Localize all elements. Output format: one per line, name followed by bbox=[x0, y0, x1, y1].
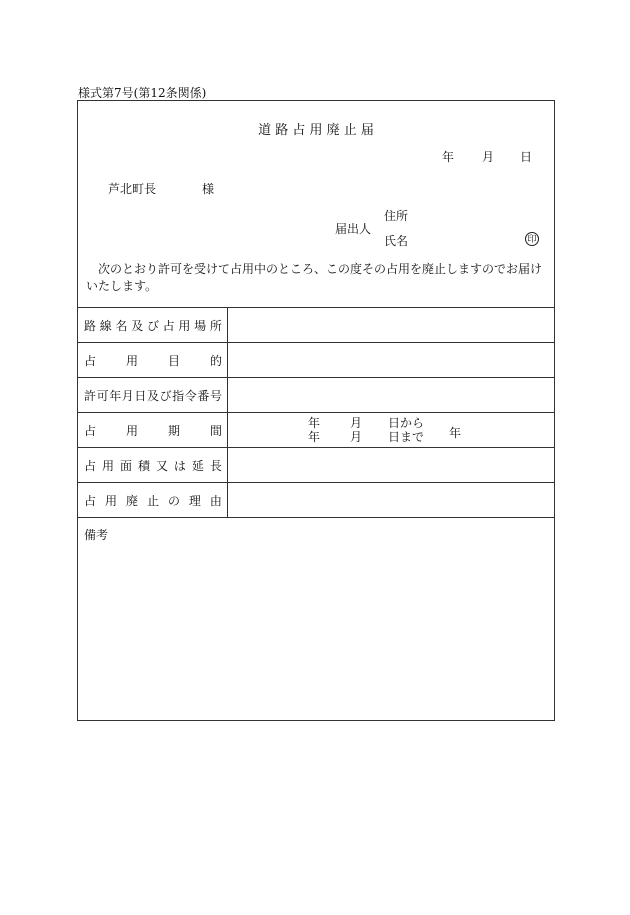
row-label-text: 占 用 期 間 bbox=[84, 423, 222, 438]
row-label-text: 許 可 年 月 日 及 び 指 令 番 号 bbox=[84, 388, 222, 403]
addressee-honorific: 様 bbox=[202, 182, 215, 196]
filer-label: 届出人 bbox=[335, 222, 372, 236]
reason-field[interactable] bbox=[228, 483, 554, 517]
submission-date bbox=[442, 148, 532, 165]
route-location-field[interactable] bbox=[228, 308, 554, 342]
period-from bbox=[308, 416, 424, 430]
row-label bbox=[78, 343, 228, 377]
form-identifier: 様式第7号(第12条関係) bbox=[78, 86, 207, 100]
date-year: 年 bbox=[441, 150, 454, 164]
form-row-route-location bbox=[78, 308, 554, 343]
date-day: 日 bbox=[519, 150, 532, 164]
addressee bbox=[108, 180, 214, 197]
row-label-text: 占 用 目 的 bbox=[84, 353, 222, 368]
row-label bbox=[78, 378, 228, 412]
form-row-purpose bbox=[78, 343, 554, 378]
period-to-year: 年 bbox=[308, 430, 321, 444]
filer-name-label: 氏名 bbox=[384, 234, 409, 248]
form-row-permit bbox=[78, 378, 554, 413]
period-field[interactable] bbox=[228, 413, 554, 447]
row-label bbox=[78, 483, 228, 517]
period-duration-unit: 年 bbox=[449, 426, 462, 440]
filer-address-label: 住所 bbox=[384, 209, 409, 223]
remarks-label: 備考 bbox=[84, 528, 109, 542]
seal-mark-icon: 印 bbox=[525, 232, 539, 246]
form-header bbox=[78, 101, 554, 308]
period-from-year: 年 bbox=[308, 416, 321, 430]
row-label bbox=[78, 308, 228, 342]
form-title: 道 路 占 用 廃 止 届 bbox=[258, 123, 374, 138]
remarks-section[interactable] bbox=[78, 518, 554, 551]
permit-field[interactable] bbox=[228, 378, 554, 412]
purpose-field[interactable] bbox=[228, 343, 554, 377]
period-from-month: 月 bbox=[350, 416, 363, 430]
row-label bbox=[78, 413, 228, 447]
period-range bbox=[308, 416, 424, 444]
form-row-area bbox=[78, 448, 554, 483]
row-label bbox=[78, 448, 228, 482]
period-to-day: 日まで bbox=[388, 430, 425, 444]
notification-statement: 次のとおり許可を受けて占用中のところ、この度その占用を廃止しますのでお届けいたします。 bbox=[86, 262, 543, 293]
notification-form bbox=[77, 100, 555, 721]
period-to bbox=[308, 430, 424, 444]
form-row-period bbox=[78, 413, 554, 448]
period-to-month: 月 bbox=[350, 430, 363, 444]
addressee-name: 芦北町長 bbox=[108, 182, 157, 196]
row-label-text: 占 用 廃 止 の 理 由 bbox=[84, 493, 222, 508]
row-label-text: 占 用 面 積 又 は 延 長 bbox=[84, 458, 222, 473]
date-month: 月 bbox=[481, 150, 494, 164]
period-from-day: 日から bbox=[388, 416, 425, 430]
form-row-reason bbox=[78, 483, 554, 518]
row-label-text: 路 線 名 及 び 占 用 場 所 bbox=[84, 318, 222, 333]
area-field[interactable] bbox=[228, 448, 554, 482]
